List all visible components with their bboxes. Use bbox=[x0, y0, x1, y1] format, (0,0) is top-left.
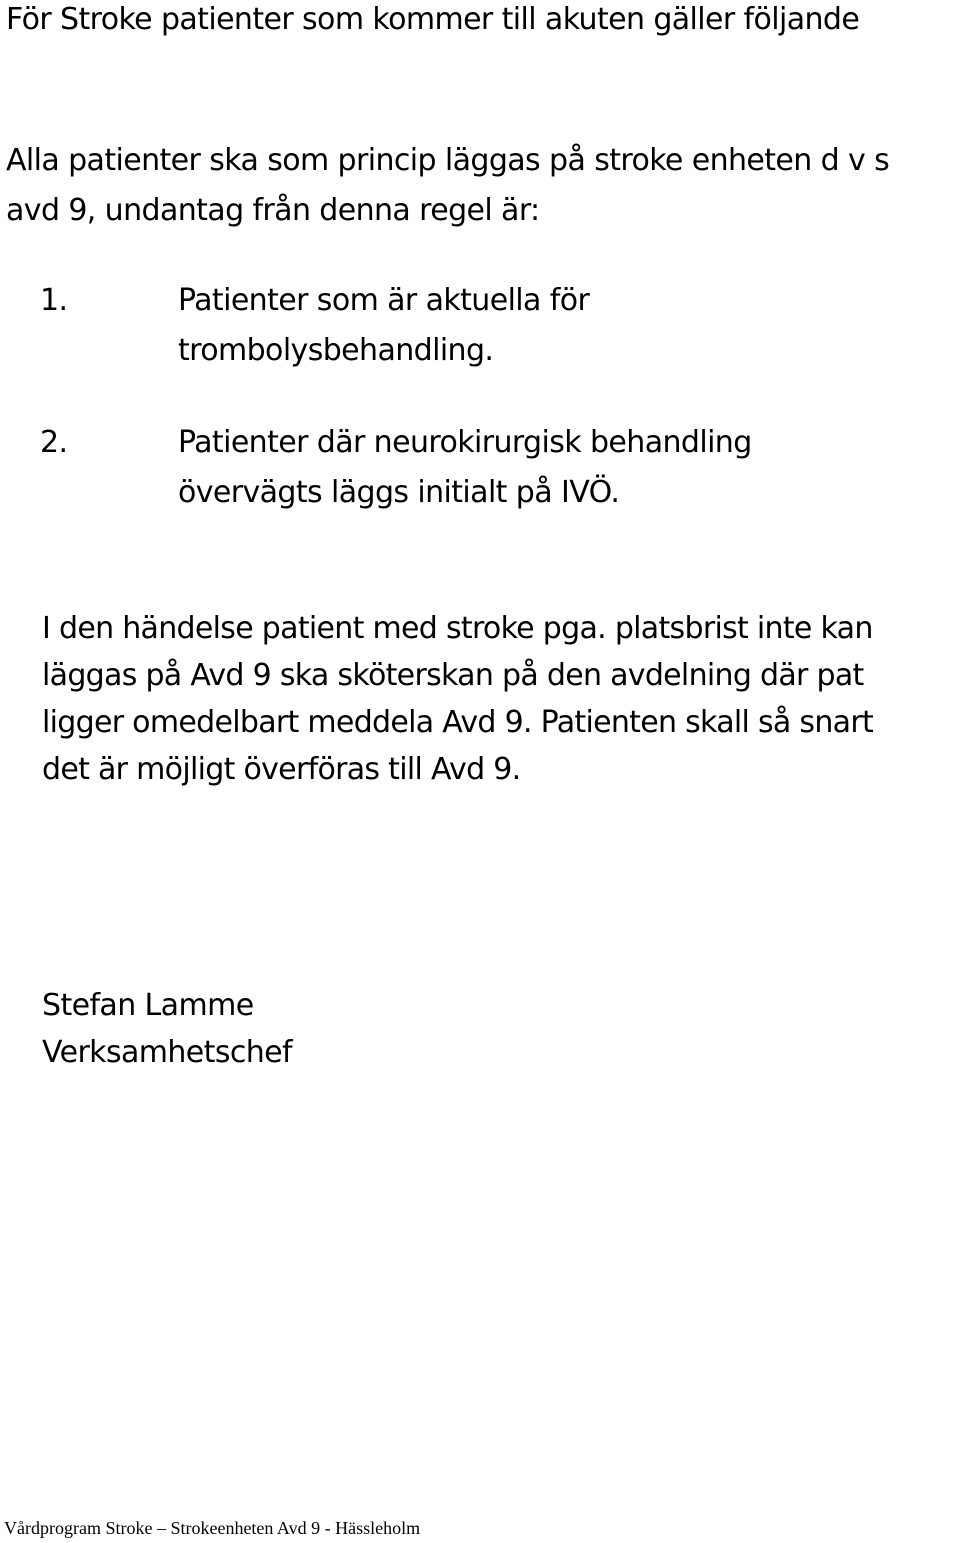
list-text bbox=[178, 418, 938, 518]
document-title: För Stroke patienter som kommer till akuten gäller följande bbox=[6, 2, 860, 37]
list-text-line: Patienter som är aktuella för bbox=[178, 283, 590, 318]
signature-block bbox=[42, 982, 292, 1076]
list-number: 2. bbox=[40, 425, 68, 460]
overflow-paragraph bbox=[42, 605, 960, 793]
page-footer: Vårdprogram Stroke – Strokeenheten Avd 9 - Hässleholm bbox=[4, 1518, 421, 1538]
list-text-line: övervägts läggs initialt på IVÖ. bbox=[178, 475, 620, 510]
paragraph-line: det är möjligt överföras till Avd 9. bbox=[42, 752, 521, 787]
signature-role: Verksamhetschef bbox=[42, 1035, 292, 1070]
intro-line: avd 9, undantag från denna regel är: bbox=[6, 193, 540, 228]
list-number: 1. bbox=[40, 283, 68, 318]
paragraph-line: läggas på Avd 9 ska sköterskan på den avdelning där pat bbox=[42, 658, 864, 693]
paragraph-line: ligger omedelbart meddela Avd 9. Patienten skall så snart bbox=[42, 705, 874, 740]
intro-line: Alla patienter ska som princip läggas på stroke enheten d v s bbox=[6, 143, 890, 178]
signature-name: Stefan Lamme bbox=[42, 988, 254, 1023]
intro-text bbox=[6, 136, 956, 236]
paragraph-line: I den händelse patient med stroke pga. platsbrist inte kan bbox=[42, 611, 873, 646]
list-text-line: Patienter där neurokirurgisk behandling bbox=[178, 425, 752, 460]
list-text-line: trombolysbehandling. bbox=[178, 333, 494, 368]
list-text bbox=[178, 276, 938, 376]
